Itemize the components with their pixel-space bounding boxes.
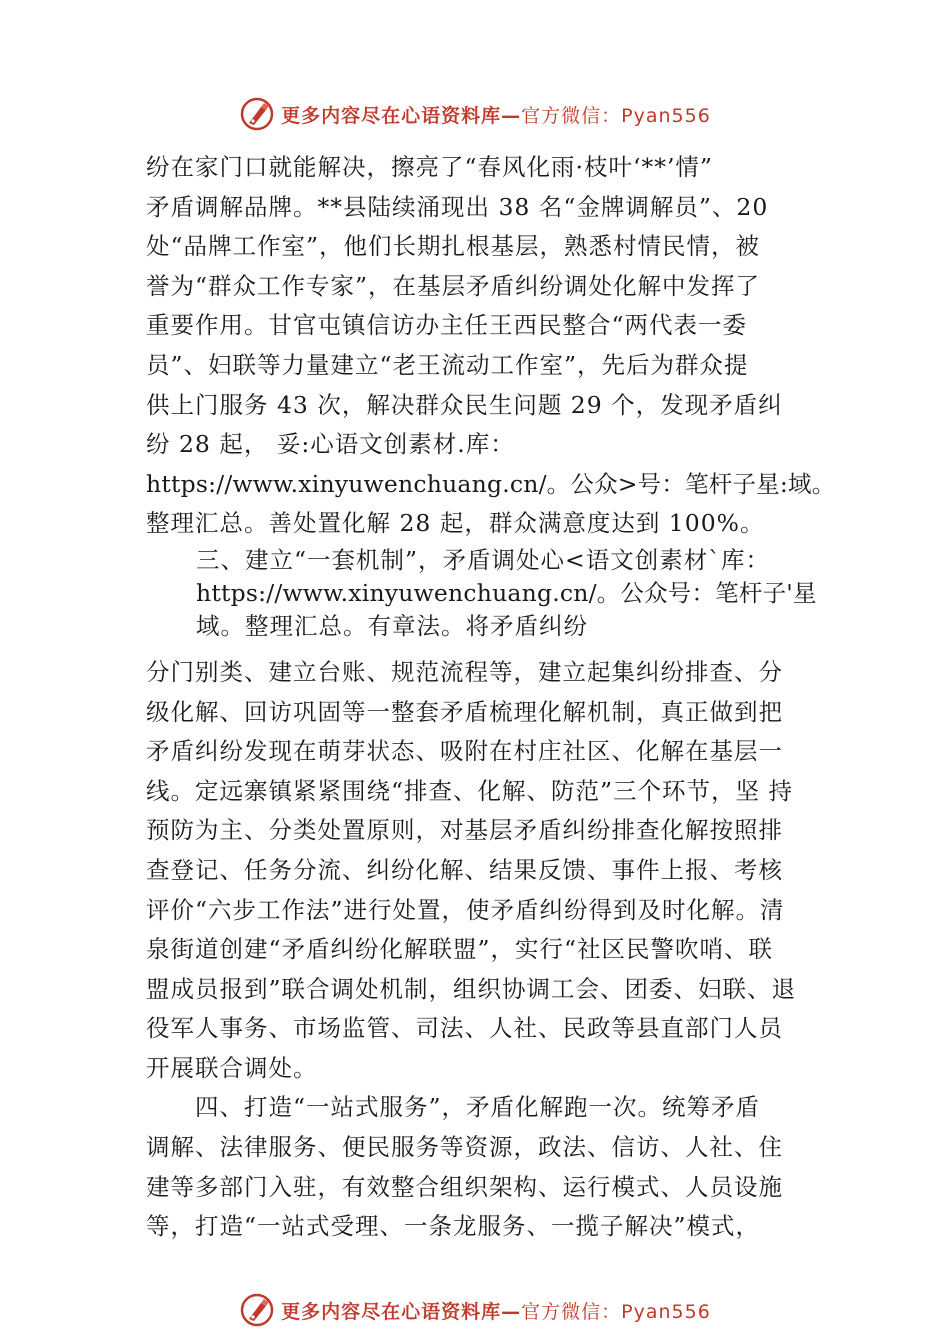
header-banner	[0, 92, 950, 136]
text-line: 等，打造“一站式受理、一条龙服务、一揽子解决”模式，	[146, 1212, 761, 1241]
text-line: 供上门服务 43 次，解决群众民生问题 29 个，发现矛盾纠	[146, 390, 783, 419]
text-line: 四、打造“一站式服务”，矛盾化解跑一次。统筹矛盾	[146, 1093, 761, 1122]
text-line: 矛盾调解品牌。**县陆续涌现出 38 名“金牌调解员”、20	[146, 192, 769, 221]
text-line: 调解、法律服务、便民服务等资源，政法、信访、人社、住	[146, 1133, 783, 1162]
pen-nib-logo-icon	[239, 1292, 275, 1328]
text-line: 盟成员报到”联合调处机制，组织协调工会、团委、妇联、退	[146, 974, 797, 1003]
text-line: 员”、妇联等力量建立“老王流动工作室”，先后为群众提	[146, 350, 749, 379]
text-line: 查登记、任务分流、纠纷化解、结果反馈、事件上报、考核	[146, 855, 783, 884]
text-line: 纷在家门口就能解决，擦亮了“春风化雨·枝叶‘**’情”	[146, 153, 713, 181]
text-line: 线。定远寨镇紧紧围绕“排查、化解、防范”三个环节，坚 持	[146, 776, 793, 805]
text-line: 整理汇总。善处置化解 28 起，群众满意度达到 100%。	[146, 509, 765, 538]
text-line: 级化解、回访巩固等一整套矛盾梳理化解机制，真正做到把	[146, 697, 783, 726]
text-line: 分门别类、建立台账、规范流程等，建立起集纠纷排查、分	[146, 657, 783, 686]
footer-banner	[0, 1288, 950, 1332]
text-line: 开展联合调处。	[146, 1053, 318, 1082]
text-line: 泉街道创建“矛盾纠纷化解联盟”，实行“社区民警吹哨、联	[146, 935, 774, 964]
text-line: 预防为主、分类处置原则，对基层矛盾纠纷排查化解按照排	[146, 816, 783, 845]
text-line: 纷 28 起， 妥:心语文创素材.库：	[146, 430, 515, 459]
pen-nib-logo-icon	[239, 96, 275, 132]
text-line: 三、建立“一套机制”，矛盾调处心<语文创素材`库：	[196, 545, 770, 574]
paragraph-2	[146, 653, 836, 1247]
text-line: 役军人事务、市场监管、司法、人社、民政等县直部门人员	[146, 1014, 783, 1043]
text-line: https://www.xinyuwenchuang.cn/。公众号：笔杆子'星	[196, 578, 817, 607]
text-line: 评价“六步工作法”进行处置，使矛盾纠纷得到及时化解。清	[146, 895, 785, 924]
section-3-heading	[146, 544, 836, 643]
banner-text: 更多内容尽在心语资料库—官方微信：Pyan556	[281, 1300, 711, 1323]
text-line: 矛盾纠纷发现在萌芽状态、吸附在村庄社区、化解在基层一	[146, 737, 783, 766]
banner-text: 更多内容尽在心语资料库—官方微信：Pyan556	[281, 104, 711, 127]
text-line: https://www.xinyuwenchuang.cn/。公众>号：笔杆子星:域。	[146, 469, 836, 498]
document-body	[146, 148, 836, 1247]
text-line: 域。整理汇总。有章法。将矛盾纠纷	[196, 611, 588, 640]
text-line: 建等多部门入驻，有效整合组织架构、运行模式、人员设施	[146, 1172, 783, 1201]
text-line: 重要作用。甘官屯镇信访办主任王西民整合“两代表一委	[146, 311, 748, 340]
text-line: 誉为“群众工作专家”，在基层矛盾纠纷调处化解中发挥了	[146, 271, 761, 300]
text-line: 处“品牌工作室”，他们长期扎根基层，熟悉村情民情，被	[146, 232, 761, 261]
paragraph-1	[146, 148, 836, 544]
